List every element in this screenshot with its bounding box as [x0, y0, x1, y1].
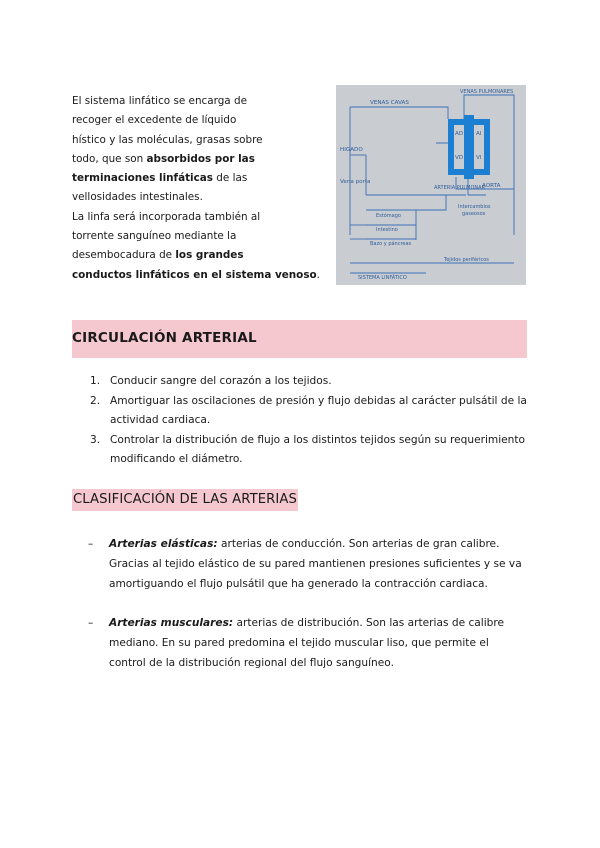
artery-types-list — [88, 534, 528, 692]
label-estomago: Estómago — [376, 213, 401, 219]
list-item — [84, 431, 534, 470]
term-arterias-elasticas: Arterias elásticas: — [109, 538, 218, 550]
list-number: 2. — [90, 394, 101, 407]
circulation-diagram-image — [336, 85, 526, 285]
list-item-text: Amortiguar las oscilaciones de presión y flujo debidas al carácter pulsátil de la actividad cardiaca. — [110, 394, 527, 427]
label-higado: HIGADO — [340, 147, 363, 153]
intro-paragraph — [72, 92, 334, 285]
label-vena-porta: Vena porta — [340, 179, 371, 185]
intro-line: hístico y las moléculas, grasas sobre — [72, 133, 263, 146]
label-arteria-pulmonar: ARTERIA PULMONAR — [434, 185, 486, 191]
intro-line: desembocadura de los grandes — [72, 249, 244, 262]
intro-line: La linfa será incorporada también al — [72, 210, 261, 223]
list-item-text: arterias de distribución. Son las arterias de calibre mediano. En su pared predomina el tejido muscular liso, que permite el control de la distribución regional del flujo sanguíneo. — [109, 617, 505, 669]
intro-line: vellosidades intestinales. — [72, 191, 203, 204]
term-arterias-musculares: Arterias musculares: — [109, 617, 234, 629]
list-number: 3. — [90, 433, 101, 446]
circulation-diagram — [336, 85, 526, 285]
list-item — [84, 392, 534, 431]
label-gaseosos: gaseosos — [462, 211, 486, 217]
intro-line: torrente sanguíneo mediante la — [72, 230, 237, 243]
label-tejidos: Tejidos periféricos — [444, 257, 489, 263]
label-bazo: Bazo y páncreas — [370, 241, 412, 247]
label-sistema-linfatico: SISTEMA LINFÁTICO — [358, 275, 407, 281]
dash-bullet: – — [88, 617, 94, 629]
list-item-text: Conducir sangre del corazón a los tejidos. — [110, 375, 332, 387]
intro-line: todo, que son absorbidos por las — [72, 152, 255, 165]
subheading-clasificacion — [72, 489, 298, 511]
label-venas-pulmonares: VENAS PULMONARES — [460, 89, 514, 95]
label-venas-cavas: VENAS CAVAS — [370, 100, 409, 106]
intro-bold-text: absorbidos por las — [146, 152, 255, 165]
label-vd: VD — [455, 155, 464, 161]
label-intercambios: Intercambios — [458, 204, 491, 210]
list-number: 1. — [90, 375, 101, 387]
label-ad: AD — [455, 131, 464, 137]
section-header-circulacion-arterial — [72, 320, 527, 358]
intro-bold-text: los grandes — [175, 249, 244, 262]
label-intestino: Intestino — [376, 227, 398, 233]
functions-list — [84, 372, 534, 470]
intro-line: recoger el excedente de líquido — [72, 114, 237, 127]
list-item-text: Controlar la distribución de flujo a los distintos tejidos según su requerimiento modificando el diámetro. — [110, 433, 526, 466]
label-ai: AI — [476, 131, 482, 137]
intro-bold-text: conductos linfáticos en el sistema venoso — [72, 268, 317, 281]
list-item — [84, 372, 534, 392]
intro-bold-text: terminaciones linfáticas — [72, 172, 213, 185]
section-title: CIRCULACIÓN ARTERIAL — [72, 330, 257, 346]
list-item — [88, 613, 528, 673]
intro-line: El sistema linfático se encarga de — [72, 95, 247, 107]
subheading-title: CLASIFICACIÓN DE LAS ARTERIAS — [73, 492, 298, 507]
dash-bullet: – — [88, 538, 94, 550]
intro-line: terminaciones linfáticas de las — [72, 172, 248, 185]
list-item-text: arterias de conducción. Son arterias de gran calibre. Gracias al tejido elástico de su pared mantienen presiones suficientes y se va amortiguando el flujo pulsátil que ha generado la contracción cardiaca. — [109, 538, 522, 590]
label-aorta: AORTA — [482, 183, 501, 189]
intro-line: conductos linfáticos en el sistema venoso. — [72, 268, 320, 281]
list-item — [88, 534, 528, 594]
label-vi: VI — [476, 155, 482, 161]
